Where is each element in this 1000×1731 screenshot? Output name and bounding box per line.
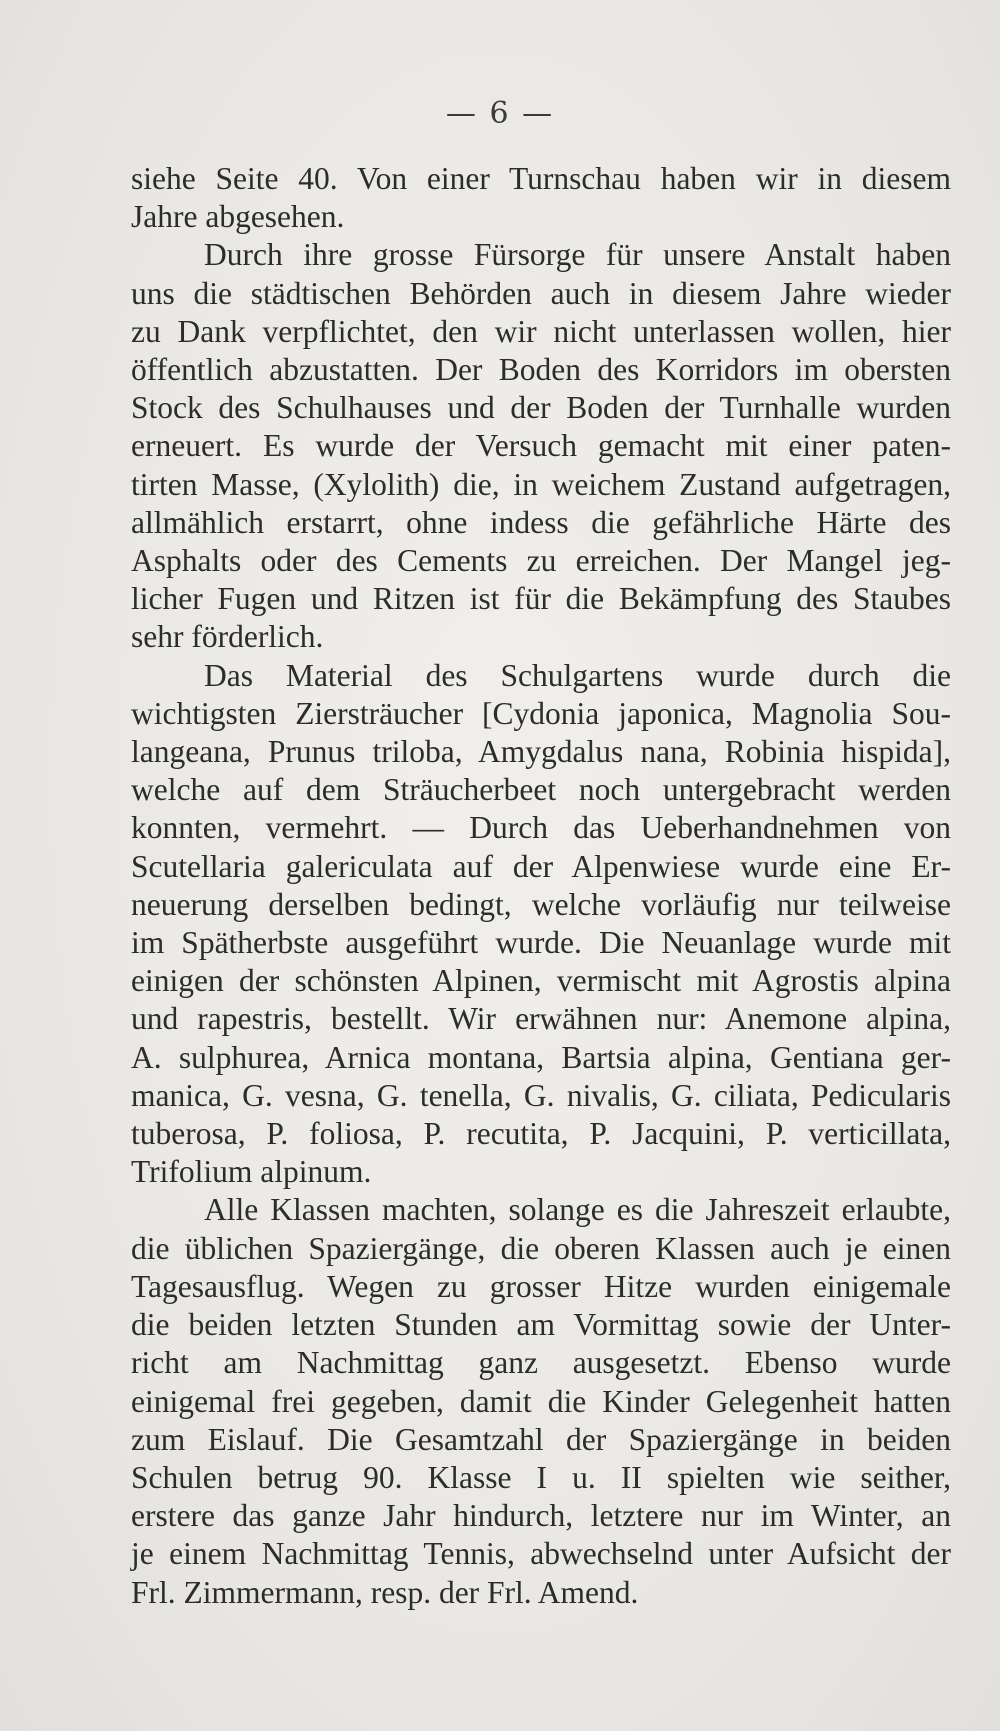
text-line: sehr förderlich. (131, 619, 324, 655)
text-line: Durch ihre grosse Fürsorge für unsere Anstalt haben (204, 237, 951, 273)
text-line: siehe Seite 40. Von einer Turnschau haben wir in diesem (131, 161, 951, 196)
text-line: je einem Nachmittag Tennis, abwechselnd unter Aufsicht der (131, 1536, 951, 1572)
text-line: öffentlich abzustatten. Der Boden des Korridors im obersten (131, 352, 951, 388)
text-line: Frl. Zimmermann, resp. der Frl. Amend. (131, 1574, 639, 1610)
text-line: welche auf dem Sträucherbeet noch untergebracht werden (131, 772, 951, 808)
text-line: im Spätherbste ausgeführt wurde. Die Neuanlage wurde mit (131, 925, 951, 961)
text-line: erneuert. Es wurde der Versuch gemacht mit einer paten- (131, 428, 951, 464)
paragraph-2 (131, 236, 951, 656)
text-line: die üblichen Spaziergänge, die oberen Klassen auch je einen (131, 1230, 951, 1266)
text-line: Alle Klassen machten, solange es die Jahreszeit erlaubte, (204, 1192, 951, 1228)
text-line: zu Dank verpflichtet, den wir nicht unterlassen wollen, hier (131, 313, 951, 349)
paragraph-1 (131, 160, 951, 236)
body-text (131, 160, 951, 1612)
text-line: neuerung derselben bedingt, welche vorläufig nur teilweise (131, 886, 951, 922)
text-line: Schulen betrug 90. Klasse I u. II spielten wie seither, (131, 1459, 951, 1495)
text-line: tuberosa, P. foliosa, P. recutita, P. Jacquini, P. verticillata, (131, 1116, 951, 1152)
text-line: uns die städtischen Behörden auch in diesem Jahre wieder (131, 275, 951, 311)
text-line: Scutellaria galericulata auf der Alpenwiese wurde eine Er- (131, 848, 951, 884)
text-line: licher Fugen und Ritzen ist für die Bekämpfung des Staubes (131, 581, 951, 617)
paragraph-3 (131, 657, 951, 1192)
text-line: einigen der schönsten Alpinen, vermischt mit Agrostis alpina (131, 963, 951, 999)
text-line: Jahre abgesehen. (131, 199, 345, 235)
text-line: richt am Nachmittag ganz ausgesetzt. Ebenso wurde (131, 1345, 951, 1381)
text-line: langeana, Prunus triloba, Amygdalus nana, Robinia hispida], (131, 734, 951, 770)
paragraph-4 (131, 1191, 951, 1611)
text-line: allmählich erstarrt, ohne indess die gefährliche Härte des (131, 504, 951, 540)
text-line: A. sulphurea, Arnica montana, Bartsia alpina, Gentiana ger- (131, 1039, 951, 1075)
text-line: wichtigsten Ziersträucher [Cydonia japonica, Magnolia Sou- (131, 695, 951, 731)
page-number: — 6 — (445, 96, 555, 131)
text-line: konnten, vermehrt. — Durch das Ueberhandnehmen von (131, 810, 951, 846)
text-line: Stock des Schulhauses und der Boden der Turnhalle wurden (131, 390, 951, 426)
text-line: Asphalts oder des Cements zu erreichen. Der Mangel jeg- (131, 543, 951, 579)
text-line: tirten Masse, (Xylolith) die, in weichem Zustand aufgetragen, (131, 466, 951, 502)
text-line: Trifolium alpinum. (131, 1154, 372, 1190)
text-line: die beiden letzten Stunden am Vormittag sowie der Unter- (131, 1307, 951, 1343)
text-line: Das Material des Schulgartens wurde durch die (204, 657, 951, 693)
text-line: und rapestris, bestellt. Wir erwähnen nur: Anemone alpina, (131, 1001, 951, 1037)
text-line: einigemal frei gegeben, damit die Kinder Gelegenheit hatten (131, 1383, 951, 1419)
text-line: manica, G. vesna, G. tenella, G. nivalis, G. ciliata, Pedicularis (131, 1077, 951, 1113)
text-line: zum Eislauf. Die Gesamtzahl der Spaziergänge in beiden (131, 1421, 951, 1457)
text-line: Tagesausflug. Wegen zu grosser Hitze wurden einigemale (131, 1268, 951, 1304)
text-line: erstere das ganze Jahr hindurch, letztere nur im Winter, an (131, 1498, 951, 1534)
